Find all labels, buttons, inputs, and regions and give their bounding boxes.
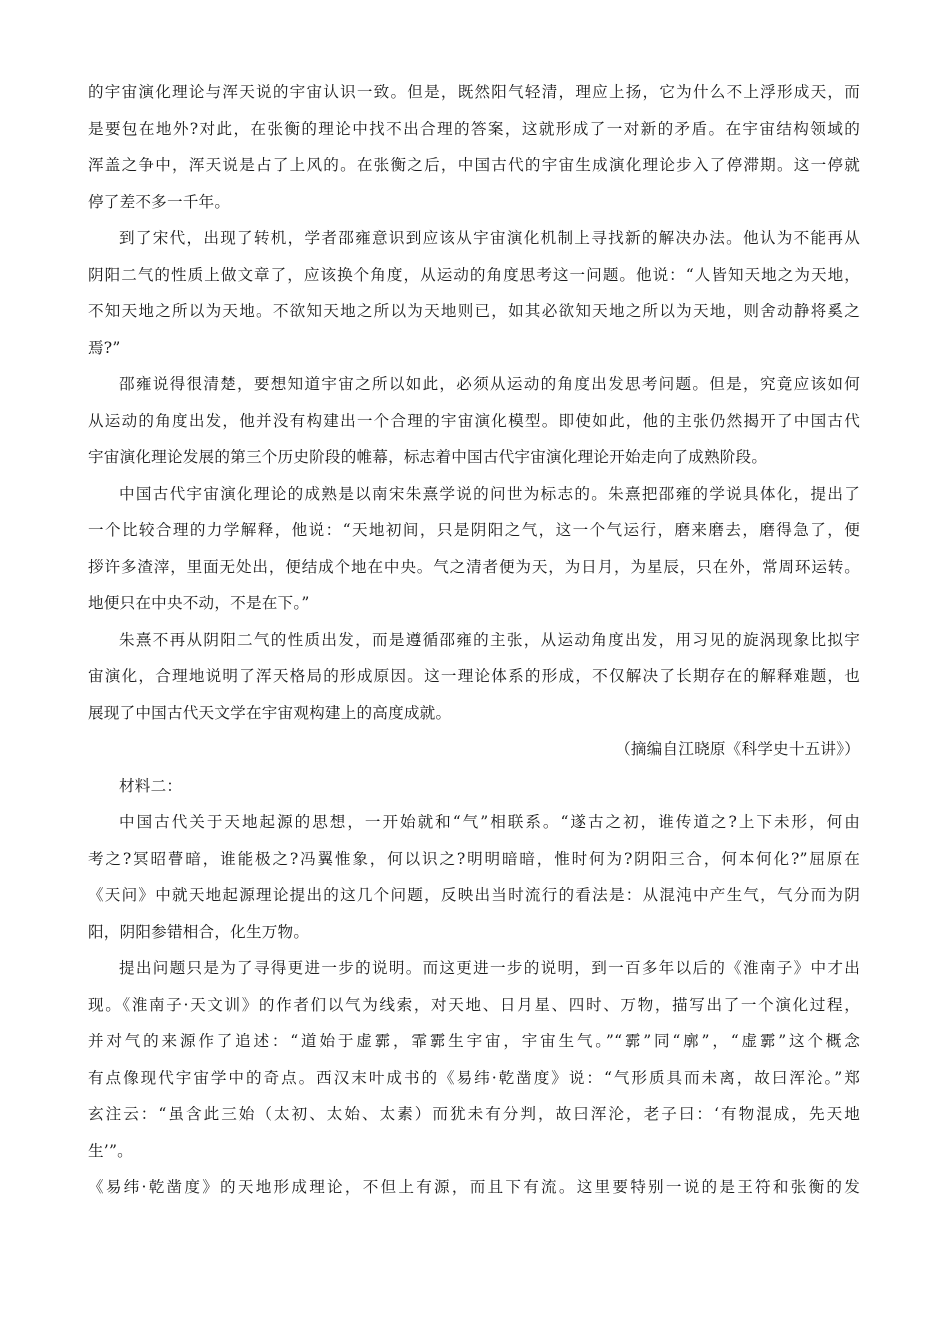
paragraph-1 xyxy=(88,74,860,220)
text-line: 朱熹不再从阴阳二气的性质出发，而是遵循邵雍的主张，从运动角度出发，用习见的旋涡现象比拟宇 xyxy=(119,630,860,649)
text-line: 拶许多渣滓，里面无处出，便结成个地在中央。气之清者便为天，为日月，为星辰，只在外，常周环运转。 xyxy=(88,557,860,576)
text-line: 从运动的角度出发，他并没有构建出一个合理的宇宙演化模型。即使如此，他的主张仍然揭开了中国古代 xyxy=(88,411,860,430)
text-line: 并对气的来源作了追述：“道始于虚霩，霏霩生宇宙，宇宙生气。”“霩”同“廓”，“虚霩”这个概念 xyxy=(88,1032,860,1050)
text-line: 考之?冥昭瞢暗，谁能极之?冯翼惟象，何以识之?明明暗暗，惟时何为?阴阳三合，何本何化?”屈原在 xyxy=(88,849,860,868)
paragraph-2 xyxy=(88,220,860,366)
text-line: 一个比较合理的力学解释，他说：“天地初间，只是阴阳之气，这一个气运行，磨来磨去，磨得急了，便 xyxy=(88,521,860,539)
text-line: 阴阳二气的性质上做文章了，应该换个角度，从运动的角度思考这一问题。他说：“人皆知天地之为天地， xyxy=(88,265,860,284)
paragraph-8 xyxy=(88,1169,860,1206)
text-line: 宇宙演化理论发展的第三个历史阶段的帷幕，标志着中国古代宇宙演化理论开始走向了成熟阶段。 xyxy=(88,448,768,466)
text-line: 不知天地之所以为天地。不欲知天地之所以为天地则已，如其必欲知天地之所以为天地，则舍动静将奚之 xyxy=(88,302,860,320)
text-line: 展现了中国古代天文学在宇宙观构建上的高度成就。 xyxy=(88,703,452,722)
document-page xyxy=(88,74,860,1206)
text-line: 焉?” xyxy=(88,338,121,357)
paragraph-4 xyxy=(88,476,860,622)
text-line: 停了差不多一千年。 xyxy=(88,192,231,211)
text-line: 生’”。 xyxy=(88,1141,133,1160)
text-line: 阳，阴阳参错相合，化生万物。 xyxy=(88,922,310,941)
text-line: 的宇宙演化理论与浑天说的宇宙认识一致。但是，既然阳气轻清，理应上扬，它为什么不上浮形成天，而 xyxy=(88,83,860,101)
text-line: 浑盖之争中，浑天说是占了上风的。在张衡之后，中国古代的宇宙生成演化理论步入了停滞期。这一停就 xyxy=(88,156,860,174)
text-line: 《易纬·乾凿度》的天地形成理论，不但上有源，而且下有流。这里要特别一说的是王符和张衡的发 xyxy=(88,1178,860,1196)
text-line: 提出问题只是为了寻得更进一步的说明。而这更进一步的说明，到一百多年以后的《淮南子》中才出 xyxy=(119,959,860,977)
source-citation: （摘编自江晓原《科学史十五讲》） xyxy=(615,740,860,758)
text-line: 地便只在中央不动，不是在下。” xyxy=(88,594,310,612)
text-line: 玄注云：“虽含此三始（太初、太始、太素）而犹未有分判，故曰浑沦，老子曰：‘有物混成，先天地 xyxy=(88,1105,860,1123)
text-line: 是要包在地外?对此，在张衡的理论中找不出合理的答案，这就形成了一对新的矛盾。在宇宙结构领域的 xyxy=(88,119,860,138)
text-line: 现。《淮南子·天文训》的作者们以气为线索，对天地、日月星、四时、万物，描写出了一个演化过程， xyxy=(88,995,860,1014)
text-line: 中国古代关于天地起源的思想，一开始就和“气”相联系。“遂古之初，谁传道之?上下未形，何由 xyxy=(119,813,860,831)
paragraph-3 xyxy=(88,366,860,476)
text-line: 有点像现代宇宙学中的奇点。西汉末叶成书的《易纬·乾凿度》说：“气形质具而未离，故曰浑沦。”郑 xyxy=(88,1068,860,1087)
text-line: 宙演化，合理地说明了浑天格局的形成原因。这一理论体系的形成，不仅解决了长期存在的解释难题，也 xyxy=(88,667,860,685)
paragraph-7 xyxy=(88,950,860,1169)
text-line: 中国古代宇宙演化理论的成熟是以南宋朱熹学说的问世为标志的。朱熹把邵雍的学说具体化，提出了 xyxy=(119,484,860,503)
text-line: 《天问》中就天地起源理论提出的这几个问题，反映出当时流行的看法是：从混沌中产生气，气分而为阴 xyxy=(88,886,860,904)
paragraph-6 xyxy=(88,804,860,950)
text-line: 邵雍说得很清楚，要想知道宇宙之所以如此，必须从运动的角度出发思考问题。但是，究竟应该如何 xyxy=(119,375,860,393)
material-2-heading: 材料二： xyxy=(119,776,183,795)
paragraph-5 xyxy=(88,622,860,732)
text-line: 到了宋代，出现了转机，学者邵雍意识到应该从宇宙演化机制上寻找新的解决办法。他认为不能再从 xyxy=(119,229,860,247)
